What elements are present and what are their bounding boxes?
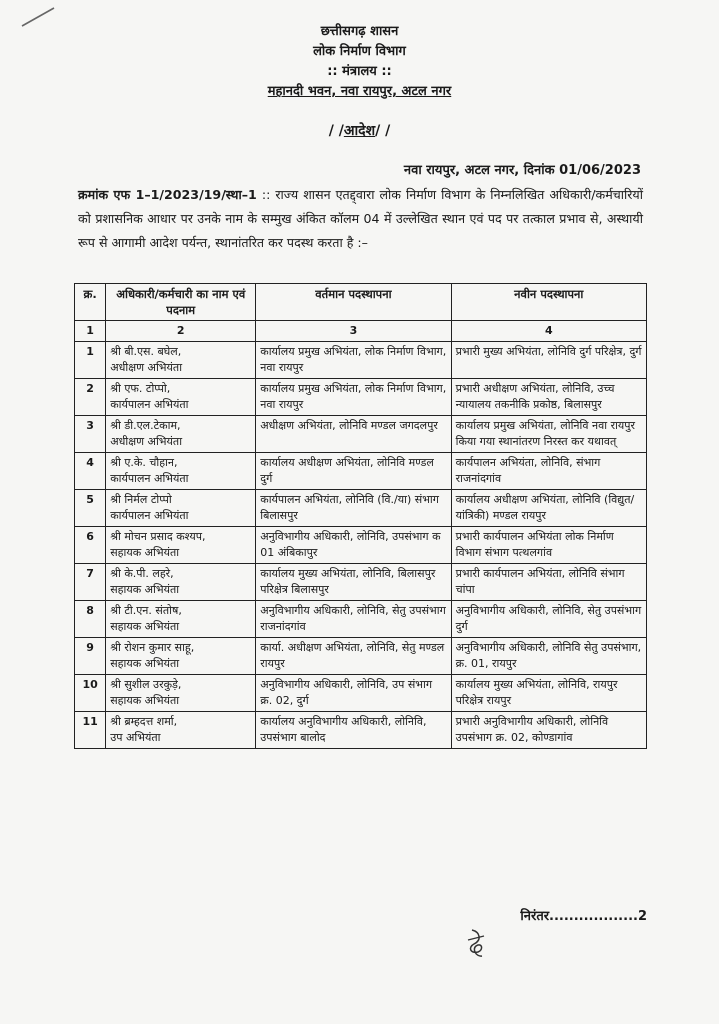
table-row xyxy=(75,638,647,675)
order-intro-paragraph xyxy=(78,183,643,255)
row-serial: 4 xyxy=(75,453,106,490)
transfer-table xyxy=(74,283,647,749)
table-row xyxy=(75,527,647,564)
officer-cell xyxy=(106,342,256,379)
new-posting: अनुविभागीय अधिकारी, लोनिवि सेतु उपसंभाग, क्र. 01, रायपुर xyxy=(451,638,646,675)
officer-name: श्री टी.एन. संतोष, xyxy=(110,604,182,617)
government-name: छत्तीसगढ़ शासन xyxy=(320,24,399,39)
new-posting: कार्यालय मुख्य अभियंता, लोनिवि, रायपुर परिक्षेत्र रायपुर xyxy=(451,675,646,712)
row-serial: 10 xyxy=(75,675,106,712)
header-current-posting: वर्तमान पदस्थापना xyxy=(256,284,451,321)
officer-name: श्री ब्रम्हदत्त शर्मा, xyxy=(110,715,178,728)
officer-designation: सहायक अभियंता xyxy=(110,583,180,596)
officer-cell xyxy=(106,638,256,675)
officer-cell xyxy=(106,416,256,453)
department-name: लोक निर्माण विभाग xyxy=(313,44,406,59)
current-posting: अनुविभागीय अधिकारी, लोनिवि, उप संभाग क्र. 02, दुर्ग xyxy=(256,675,451,712)
current-posting: कार्यालय प्रमुख अभियंता, लोक निर्माण विभाग, नवा रायपुर xyxy=(256,379,451,416)
table-row xyxy=(75,712,647,749)
officer-designation: अधीक्षण अभियंता xyxy=(110,435,183,448)
officer-name: श्री एफ. टोप्पो, xyxy=(110,382,171,395)
row-serial: 2 xyxy=(75,379,106,416)
officer-cell xyxy=(106,675,256,712)
new-posting: प्रभारी मुख्य अभियंता, लोनिवि दुर्ग परिक्षेत्र, दुर्ग xyxy=(451,342,646,379)
row-serial: 11 xyxy=(75,712,106,749)
officer-designation: सहायक अभियंता xyxy=(110,694,180,707)
row-serial: 6 xyxy=(75,527,106,564)
row-serial: 1 xyxy=(75,342,106,379)
order-reference-number: क्रमांक एफ 1–1/2023/19/स्था–1 xyxy=(78,187,257,202)
row-serial: 8 xyxy=(75,601,106,638)
current-posting: कार्यालय प्रमुख अभियंता, लोक निर्माण विभाग, नवा रायपुर xyxy=(256,342,451,379)
current-posting: कार्यालय मुख्य अभियंता, लोनिवि, बिलासपुर परिक्षेत्र बिलासपुर xyxy=(256,564,451,601)
current-posting: कार्यालय अधीक्षण अभियंता, लोनिवि मण्डल दुर्ग xyxy=(256,453,451,490)
ministry-label: :: मंत्रालय :: xyxy=(327,64,392,79)
officer-cell xyxy=(106,527,256,564)
officer-designation: सहायक अभियंता xyxy=(110,620,180,633)
officer-designation: सहायक अभियंता xyxy=(110,657,180,670)
officer-cell xyxy=(106,490,256,527)
officer-cell xyxy=(106,564,256,601)
officer-designation: उप अभियंता xyxy=(110,731,161,744)
current-posting: कार्यपालन अभियंता, लोनिवि (वि./या) संभाग बिलासपुर xyxy=(256,490,451,527)
order-title-word: आदेश xyxy=(343,123,376,139)
officer-name: श्री ए.के. चौहान, xyxy=(110,456,178,469)
officer-cell xyxy=(106,601,256,638)
column-number: 3 xyxy=(256,321,451,342)
header-name-designation: अधिकारी/कर्मचारी का नाम एवं पदनाम xyxy=(106,284,256,321)
table-row xyxy=(75,453,647,490)
new-posting: कार्यालय प्रमुख अभियंता, लोनिवि नवा रायपुर किया गया स्थानांतरण निरस्त कर यथावत् xyxy=(451,416,646,453)
new-posting: प्रभारी अनुविभागीय अधिकारी, लोनिवि उपसंभाग क्र. 02, कोण्डागांव xyxy=(451,712,646,749)
current-posting: कार्या. अधीक्षण अभियंता, लोनिवि, सेतु मण्डल रायपुर xyxy=(256,638,451,675)
table-row xyxy=(75,675,647,712)
new-posting: कार्यालय अधीक्षण अभियंता, लोनिवि (विद्युत/यांत्रिकी) मण्डल रायपुर xyxy=(451,490,646,527)
office-address: महानदी भवन, नवा रायपुर, अटल नगर xyxy=(267,84,452,99)
order-title-prefix: / / xyxy=(328,123,344,139)
letterhead xyxy=(0,22,719,102)
officer-name: श्री रोशन कुमार साहू, xyxy=(110,641,195,654)
column-number: 4 xyxy=(451,321,646,342)
officer-cell xyxy=(106,712,256,749)
officer-cell xyxy=(106,453,256,490)
officer-name: श्री निर्मल टोप्पो xyxy=(110,493,172,506)
header-new-posting: नवीन पदस्थापना xyxy=(451,284,646,321)
row-serial: 7 xyxy=(75,564,106,601)
new-posting: अनुविभागीय अधिकारी, लोनिवि, सेतु उपसंभाग दुर्ग xyxy=(451,601,646,638)
place-date: नवा रायपुर, अटल नगर, दिनांक 01/06/2023 xyxy=(403,163,641,178)
column-number: 2 xyxy=(106,321,256,342)
new-posting: कार्यपालन अभियंता, लोनिवि, संभाग राजनांदगांव xyxy=(451,453,646,490)
column-number-row xyxy=(75,321,647,342)
table-row xyxy=(75,564,647,601)
row-serial: 5 xyxy=(75,490,106,527)
officer-designation: अधीक्षण अभियंता xyxy=(110,361,183,374)
new-posting: प्रभारी अधीक्षण अभियंता, लोनिवि, उच्च न्यायालय तकनीकि प्रकोष्ठ, बिलासपुर xyxy=(451,379,646,416)
current-posting: अनुविभागीय अधिकारी, लोनिवि, उपसंभाग क 01 अंबिकापुर xyxy=(256,527,451,564)
table-row xyxy=(75,379,647,416)
header-serial: क्र. xyxy=(75,284,106,321)
officer-name: श्री बी.एस. बघेल, xyxy=(110,345,182,358)
table-header-row xyxy=(75,284,647,321)
officer-cell xyxy=(106,379,256,416)
officer-name: श्री मोचन प्रसाद कश्यप, xyxy=(110,530,206,543)
order-title-suffix: / / xyxy=(375,123,391,139)
current-posting: अनुविभागीय अधिकारी, लोनिवि, सेतु उपसंभाग राजनांदगांव xyxy=(256,601,451,638)
officer-name: श्री डी.एल.टेकाम, xyxy=(110,419,181,432)
order-intro-text: :: राज्य शासन एतद्द्वारा लोक निर्माण विभाग के निम्नलिखित अधिकारी/कर्मचारियों को प्रशासनिक आधार पर उनके नाम के सम्मुख अंकित कॉलम 04 में उल्लेखित स्थान एवं पद पर तत्काल प्रभाव से, अस्थायी रूप से आगामी आदेश पर्यन्त, स्थानांतरित कर पदस्थ करता है :– xyxy=(78,187,643,250)
column-number: 1 xyxy=(75,321,106,342)
row-serial: 3 xyxy=(75,416,106,453)
table-row xyxy=(75,416,647,453)
signature-mark xyxy=(462,926,492,960)
officer-designation: कार्यपालन अभियंता xyxy=(110,472,189,485)
officer-designation: कार्यपालन अभियंता xyxy=(110,509,189,522)
order-title xyxy=(0,121,719,140)
current-posting: अधीक्षण अभियंता, लोनिवि मण्डल जगदलपुर xyxy=(256,416,451,453)
table-row xyxy=(75,342,647,379)
continued-marker: निरंतर..................2 xyxy=(520,909,647,924)
new-posting: प्रभारी कार्यपालन अभियंता लोक निर्माण विभाग संभाग पत्थलगांव xyxy=(451,527,646,564)
officer-designation: सहायक अभियंता xyxy=(110,546,180,559)
officer-name: श्री सुशील उरकुड़े, xyxy=(110,678,182,691)
row-serial: 9 xyxy=(75,638,106,675)
officer-name: श्री के.पी. लहरे, xyxy=(110,567,174,580)
new-posting: प्रभारी कार्यपालन अभियंता, लोनिवि संभाग चांपा xyxy=(451,564,646,601)
current-posting: कार्यालय अनुविभागीय अधिकारी, लोनिवि, उपसंभाग बालोद xyxy=(256,712,451,749)
officer-designation: कार्यपालन अभियंता xyxy=(110,398,189,411)
table-row xyxy=(75,601,647,638)
table-row xyxy=(75,490,647,527)
